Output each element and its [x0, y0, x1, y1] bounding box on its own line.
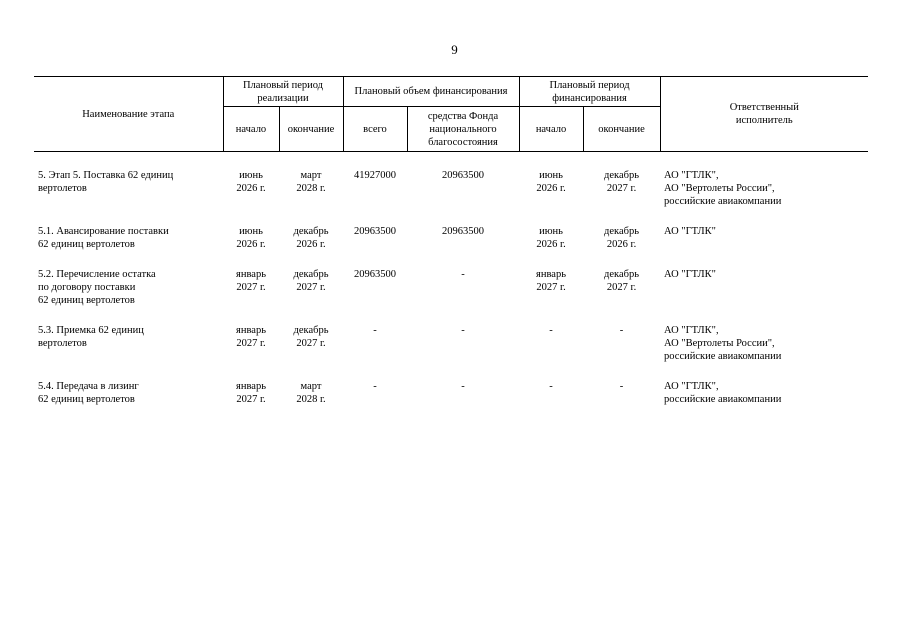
plan-table: [34, 76, 868, 406]
table-row: [34, 324, 868, 380]
responsible-cell: АО "ГТЛК": [664, 226, 716, 237]
header-fin-start: начало: [519, 107, 583, 152]
fin-end-cell: -: [619, 381, 624, 392]
table-row: [34, 225, 868, 268]
responsible-cell: АО "ГТЛК", АО "Вертолеты России", российские авиакомпании: [664, 170, 782, 207]
fin-start-cell: -: [549, 381, 553, 392]
header-fin-period: Плановый период финансирования: [519, 77, 660, 107]
fin-start-cell: июнь 2026 г.: [536, 170, 566, 194]
stage-name-cell: 5.2. Перечисление остатка по договору поставки 62 единиц вертолетов: [38, 269, 156, 306]
header-impl-end: окончание: [279, 107, 343, 152]
fin-start-cell: -: [549, 325, 553, 336]
header-fund: средства Фонда национального благосостояния: [407, 107, 519, 152]
header-fin-volume: Плановый объем финансирования: [343, 77, 519, 107]
impl-end-cell: март 2028 г.: [296, 170, 326, 194]
fund-cell: -: [461, 269, 465, 280]
fund-cell: -: [461, 325, 465, 336]
impl-start-cell: январь 2027 г.: [236, 269, 266, 293]
fin-start-cell: январь 2027 г.: [536, 269, 566, 293]
table-row: [34, 169, 868, 225]
header-impl-period: Плановый период реализации: [223, 77, 343, 107]
impl-start-cell: январь 2027 г.: [236, 381, 266, 405]
page-number: 9: [451, 42, 458, 57]
fin-start-cell: июнь 2026 г.: [536, 226, 566, 250]
header-responsible: Ответственный исполнитель: [660, 77, 868, 152]
fund-cell: -: [461, 381, 465, 392]
impl-end-cell: март 2028 г.: [296, 381, 326, 405]
table-row: [34, 268, 868, 324]
stage-name-cell: 5.1. Авансирование поставки 62 единиц вертолетов: [38, 226, 169, 250]
fin-end-cell: декабрь 2026 г.: [604, 226, 640, 250]
fund-cell: 20963500: [442, 170, 484, 181]
responsible-cell: АО "ГТЛК": [664, 269, 716, 280]
impl-start-cell: июнь 2026 г.: [236, 170, 266, 194]
stage-name-cell: 5.4. Передача в лизинг 62 единиц вертолетов: [38, 381, 139, 405]
fin-end-cell: декабрь 2027 г.: [604, 269, 640, 293]
fund-cell: 20963500: [442, 226, 484, 237]
impl-start-cell: январь 2027 г.: [236, 325, 266, 349]
header-stage-name: Наименование этапа: [34, 77, 223, 152]
total-cell: -: [373, 381, 377, 392]
responsible-cell: АО "ГТЛК", российские авиакомпании: [664, 381, 782, 405]
header-impl-start: начало: [223, 107, 279, 152]
responsible-cell: АО "ГТЛК", АО "Вертолеты России", российские авиакомпании: [664, 325, 782, 362]
fin-end-cell: декабрь 2027 г.: [604, 170, 640, 194]
total-cell: 20963500: [354, 269, 396, 280]
impl-end-cell: декабрь 2026 г.: [293, 226, 329, 250]
header-fin-end: окончание: [583, 107, 660, 152]
impl-start-cell: июнь 2026 г.: [236, 226, 266, 250]
total-cell: -: [373, 325, 377, 336]
table-row: [34, 380, 868, 406]
stage-name-cell: 5. Этап 5. Поставка 62 единиц вертолетов: [38, 170, 174, 194]
total-cell: 41927000: [354, 170, 396, 181]
total-cell: 20963500: [354, 226, 396, 237]
impl-end-cell: декабрь 2027 г.: [293, 325, 329, 349]
impl-end-cell: декабрь 2027 г.: [293, 269, 329, 293]
fin-end-cell: -: [619, 325, 624, 336]
header-total: всего: [343, 107, 407, 152]
stage-name-cell: 5.3. Приемка 62 единиц вертолетов: [38, 325, 144, 349]
